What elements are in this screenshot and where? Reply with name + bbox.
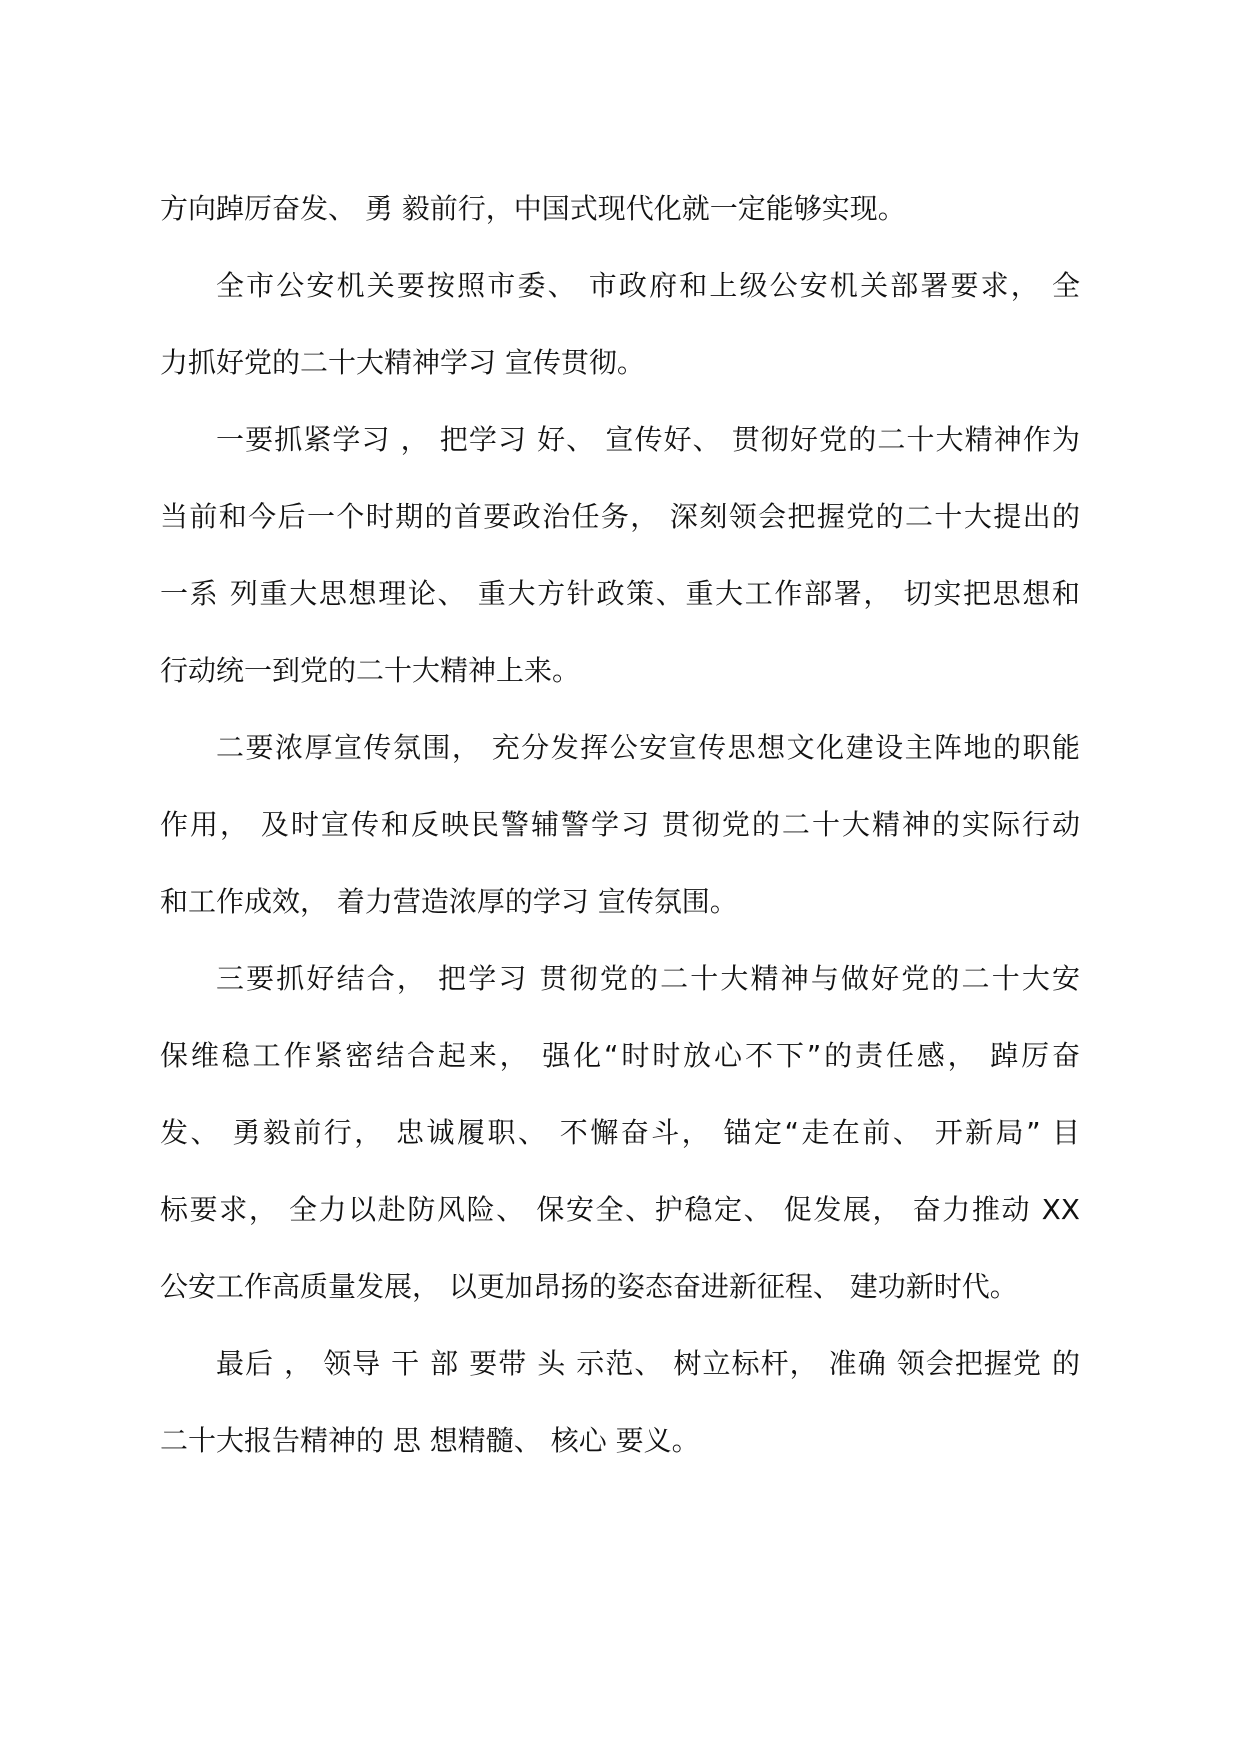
- text-line: 保维稳工作紧密结合起来， 强化“时时放心不下”的责任感， 踔厉奋: [160, 1039, 1080, 1072]
- text-line: 方向踔厉奋发、 勇 毅前行，中国式现代化就一定能够实现。: [160, 192, 906, 225]
- text-line: 行动统一到党的二十大精神上来。: [160, 654, 581, 687]
- text-line: 二十大报告精神的 思 想精髓、 核心 要义。: [160, 1424, 700, 1457]
- text-line: 发、 勇毅前行， 忠诚履职、 不懈奋斗， 锚定“走在前、 开新局” 目: [160, 1116, 1080, 1149]
- text-line: 全市公安机关要按照市委、 市政府和上级公安机关部署要求， 全: [216, 269, 1080, 302]
- document-body: [160, 170, 1080, 1479]
- text-line: 标要求， 全力以赴防风险、 保安全、护稳定、 促发展， 奋力推动 XX: [160, 1193, 1080, 1226]
- text-line: 和工作成效， 着力营造浓厚的学习 宣传氛围。: [160, 885, 738, 918]
- text-line: 作用， 及时宣传和反映民警辅警学习 贯彻党的二十大精神的实际行动: [160, 808, 1080, 841]
- text-line: 力抓好党的二十大精神学习 宣传贯彻。: [160, 346, 645, 379]
- text-line: 一要抓紧学习 ， 把学习 好、 宣传好、 贯彻好党的二十大精神作为: [216, 423, 1080, 456]
- text-line: 当前和今后一个时期的首要政治任务， 深刻领会把握党的二十大提出的: [160, 500, 1080, 533]
- text-line: 一系 列重大思想理论、 重大方针政策、重大工作部署， 切实把思想和: [160, 577, 1080, 610]
- text-line: 三要抓好结合， 把学习 贯彻党的二十大精神与做好党的二十大安: [216, 962, 1080, 995]
- text-line: 公安工作高质量发展， 以更加昂扬的姿态奋进新征程、 建功新时代。: [160, 1270, 1018, 1303]
- text-line: 二要浓厚宣传氛围， 充分发挥公安宣传思想文化建设主阵地的职能: [216, 731, 1080, 764]
- text-line: 最后 ， 领导 干 部 要带 头 示范、 树立标杆， 准确 领会把握党 的: [216, 1347, 1080, 1380]
